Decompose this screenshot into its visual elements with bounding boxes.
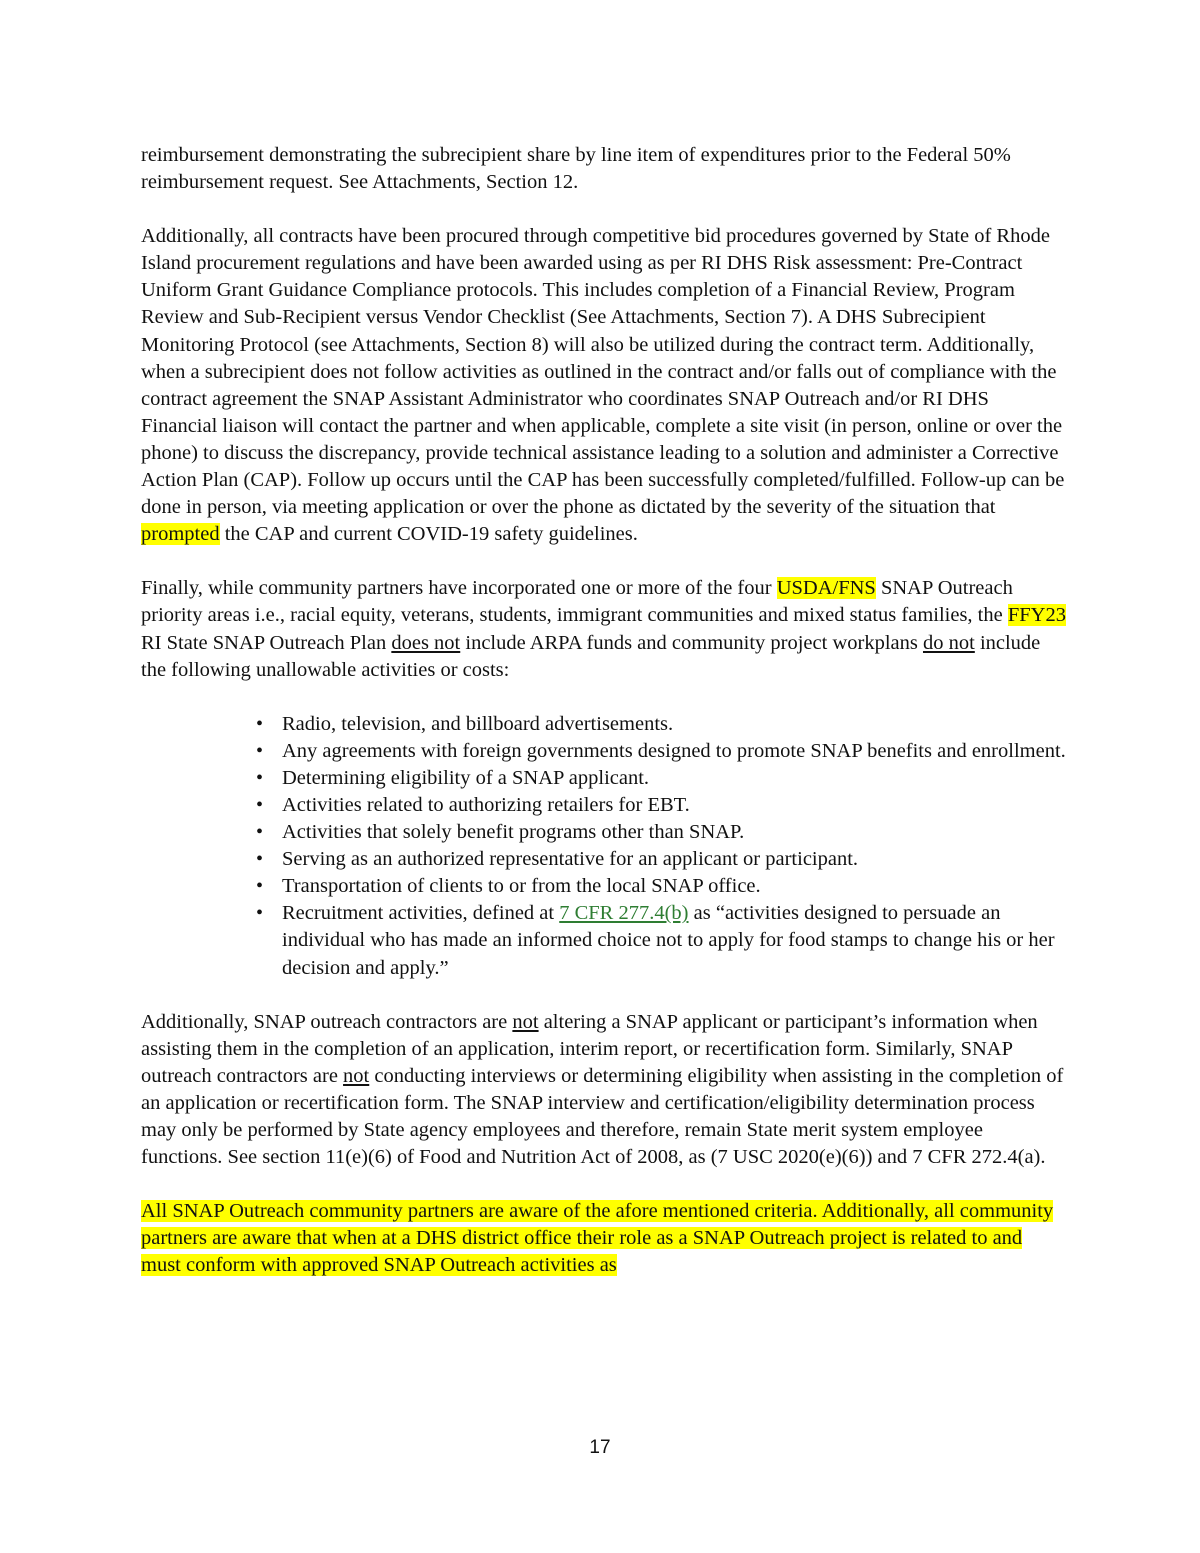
list-item-text: Transportation of clients to or from the local SNAP office. — [282, 875, 761, 898]
list-item-text: Any agreements with foreign governments designed to promote SNAP benefits and enrollment. — [282, 739, 1066, 762]
list-item-text: Determining eligibility of a SNAP applicant. — [282, 766, 650, 789]
list-item — [282, 765, 1066, 792]
highlighted-text: USDA/FNS — [776, 577, 876, 600]
paragraph-text: reimbursement demonstrating the subrecipient share by line item of expenditures prior to the Federal 50% reimbursement request. See Attachments, Section 12. — [141, 144, 1011, 194]
paragraph-text: include ARPA funds and community project workplans — [460, 631, 923, 654]
paragraph-contracts — [141, 223, 1066, 548]
paragraph-text: conducting interviews or determining eligibility when assisting in the completion of an application or recertification form. The SNAP interview and certification/eligibility determination process may only be performed by State agency employees and therefore, remain State merit system employee functions. See section 11(e)(6) of Food and Nutrition Act of 2008, as (7 USC 2020(e)(6)) and 7 CFR 272.4(a). — [141, 1064, 1064, 1169]
paragraph-text: Additionally, SNAP outreach contractors are — [141, 1010, 513, 1033]
list-item-text: Radio, television, and billboard advertisements. — [282, 712, 674, 735]
underlined-text: does not — [391, 631, 461, 654]
cfr-link[interactable]: 7 CFR 277.4(b) — [559, 902, 689, 925]
underlined-text: do not — [922, 631, 975, 654]
list-item — [282, 792, 1066, 819]
underlined-text: not — [343, 1064, 370, 1087]
list-item — [282, 846, 1066, 873]
paragraph-text: Finally, while community partners have incorporated one or more of the four — [141, 577, 777, 600]
highlighted-text: All SNAP Outreach community partners are aware of the afore mentioned criteria. Additionally, all community partners are aware that when at a DHS district office their role as a SNAP Outreach project is related to and must conform with approved SNAP Outreach activities as — [141, 1200, 1054, 1277]
list-item — [282, 819, 1066, 846]
list-item — [282, 738, 1066, 765]
paragraph-text: include the following unallowable activities or costs: — [141, 631, 1041, 681]
list-item-text: Serving as an authorized representative for an applicant or participant. — [282, 848, 859, 871]
list-item-text: Recruitment activities, defined at — [282, 902, 560, 925]
page-body — [141, 142, 1066, 1306]
paragraph-text: the CAP and current COVID-19 safety guidelines. — [219, 523, 638, 546]
list-item-text: Activities related to authorizing retailers for EBT. — [282, 793, 690, 816]
paragraph-highlighted-criteria — [141, 1198, 1066, 1279]
paragraph-text: altering a SNAP applicant or participant’s information when assisting them in the completion of an application, interim report, or recertification form. Similarly, SNAP outreach contractors are — [141, 1010, 1038, 1087]
underlined-text: not — [512, 1010, 539, 1033]
list-item — [282, 873, 1066, 900]
highlighted-text: prompted — [141, 523, 220, 546]
paragraph-text: SNAP Outreach priority areas i.e., racial equity, veterans, students, immigrant communities and mixed status families, the — [141, 577, 1013, 627]
list-item — [282, 900, 1066, 981]
list-item-text: Activities that solely benefit programs other than SNAP. — [282, 821, 745, 844]
paragraph-text: RI State SNAP Outreach Plan — [141, 631, 392, 654]
list-item — [282, 711, 1066, 738]
highlighted-text: FFY23 — [1007, 604, 1066, 627]
paragraph-community-partners — [141, 575, 1066, 683]
list-item-text: as “activities designed to persuade an individual who has made an informed choice not to apply for food stamps to change his or her decision and apply.” — [282, 902, 1055, 979]
paragraph-text: Additionally, all contracts have been procured through competitive bid procedures governed by State of Rhode Island procurement regulations and have been awarded using as per RI DHS Risk assessment: Pre-Contract Uniform Grant Guidance Compliance protocols. This includes completion of a Financial Review, Program Review and Sub-Recipient versus Vendor Checklist (See Attachments, Section 7). A DHS Subrecipient Monitoring Protocol (see Attachments, Section 8) will also be utilized during the contract term. Additionally, when a subrecipient does not follow activities as outlined in the contract and/or falls out of compliance with the contract agreement the SNAP Assistant Administrator who coordinates SNAP Outreach and/or RI DHS Financial liaison will contact the partner and when applicable, complete a site visit (in person, online or over the phone) to discuss the discrepancy, provide technical assistance leading to a solution and administer a Corrective Action Plan (CAP). Follow up occurs until the CAP has been successfully completed/fulfilled. Follow-up can be done in person, via meeting application or over the phone as dictated by the severity of the situation that — [141, 225, 1065, 519]
page-number: 17 — [589, 1437, 611, 1458]
unallowable-activities-list — [141, 711, 1066, 982]
paragraph-reimbursement — [141, 142, 1066, 196]
paragraph-contractors — [141, 1009, 1066, 1172]
